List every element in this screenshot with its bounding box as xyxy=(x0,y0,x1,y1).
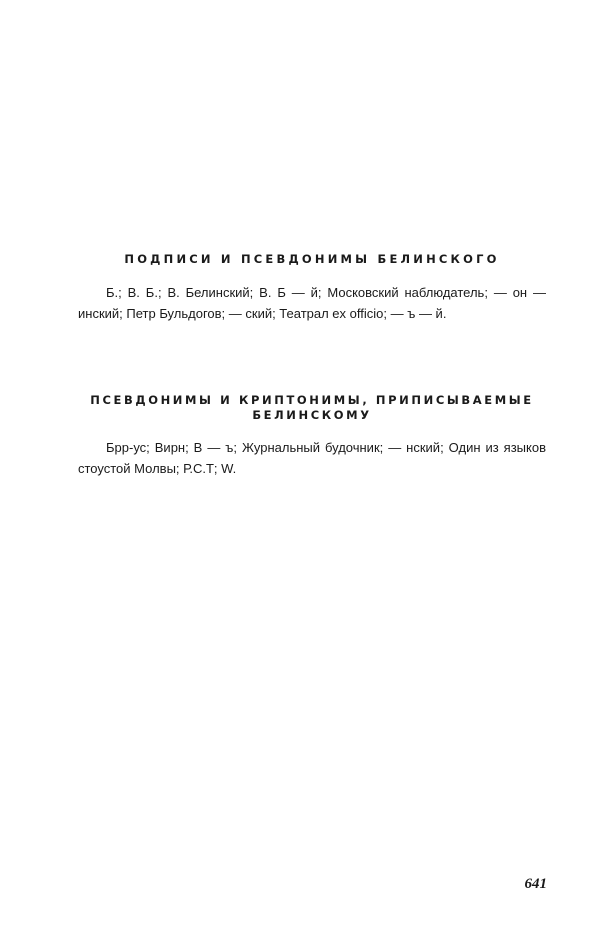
section-heading-line-1: ПСЕВДОНИМЫ И КРИПТОНИМЫ, ПРИПИСЫВАЕМЫЕ xyxy=(90,393,534,407)
signatures-section xyxy=(78,252,546,324)
attributed-pseudonyms-section xyxy=(78,393,546,479)
section-text: Б.; В. Б.; В. Белинский; В. Б — й; Московский наблюдатель; — он — инский; Петр Бульдогов; — ский; Театрал ex officio; — ъ — й. xyxy=(78,285,546,321)
page-number: 641 xyxy=(524,876,547,892)
section-text: Брр-ус; Вирн; В — ъ; Журнальный будочник; — нский; Один из языков стоустой Молвы; Р.С.Т; W. xyxy=(78,440,546,476)
section-heading-line-2: БЕЛИНСКОМУ xyxy=(252,408,372,422)
section-heading: ПОДПИСИ И ПСЕВДОНИМЫ БЕЛИНСКОГО xyxy=(124,252,500,266)
section-heading xyxy=(78,393,546,423)
